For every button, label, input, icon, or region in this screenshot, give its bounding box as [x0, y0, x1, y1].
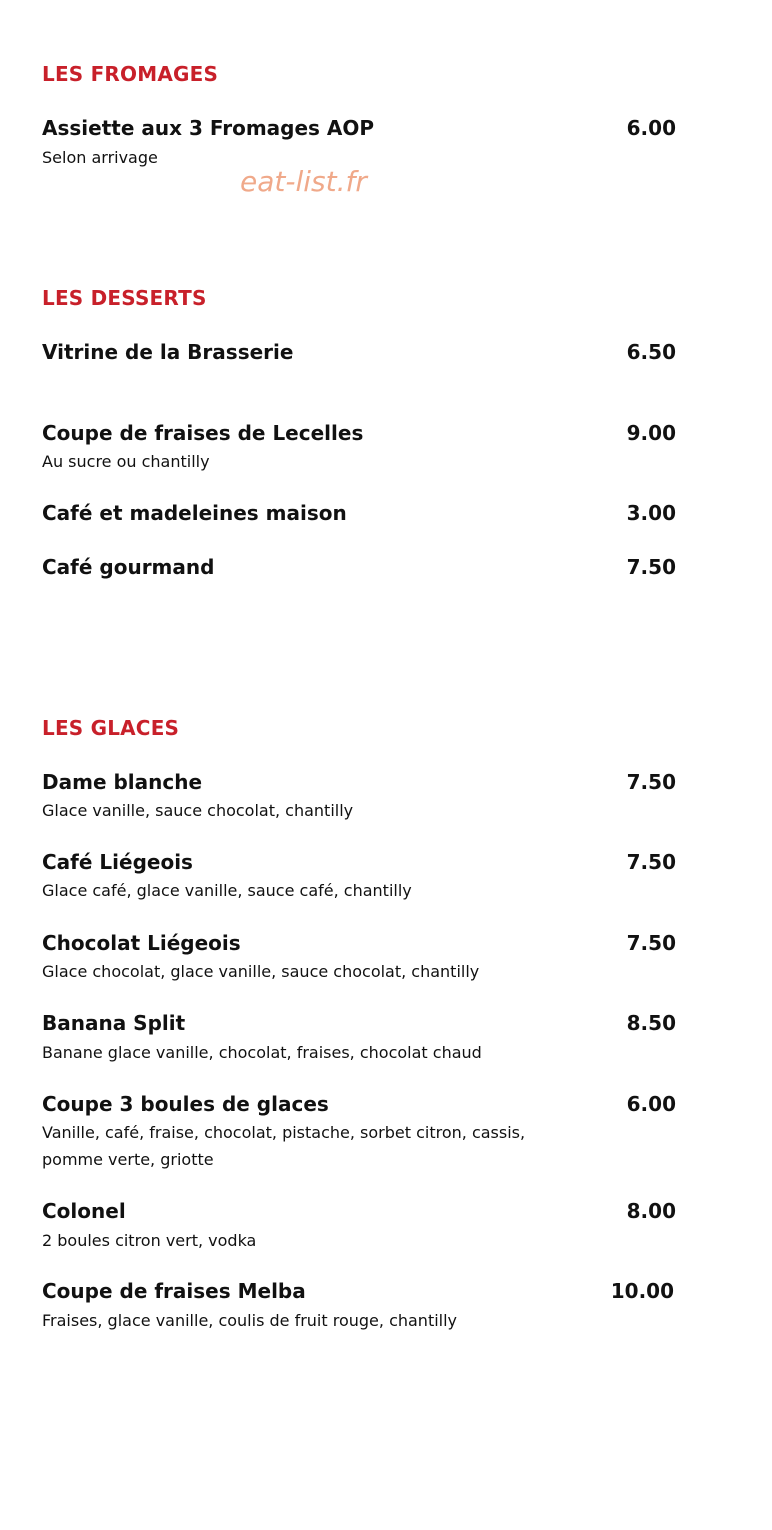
- item-name: Café et madeleines maison: [42, 501, 347, 525]
- item-price: 10.00: [610, 1279, 674, 1303]
- item-name: Coupe de fraises Melba: [42, 1279, 306, 1303]
- item-name: Banana Split: [42, 1011, 186, 1035]
- watermark-text: eat-list.fr: [240, 165, 367, 198]
- item-name: Dame blanche: [42, 770, 203, 794]
- item-price: 9.00: [626, 421, 676, 445]
- item-description-line-1: Vanille, café, fraise, chocolat, pistache, sorbet citron, cassis,: [42, 1123, 526, 1142]
- item-description: Banane glace vanille, chocolat, fraises, chocolat chaud: [42, 1043, 482, 1062]
- section-title-desserts: LES DESSERTS: [42, 286, 207, 310]
- item-price: 7.50: [626, 931, 676, 955]
- item-description: Selon arrivage: [42, 148, 158, 167]
- item-name: Coupe 3 boules de glaces: [42, 1092, 329, 1116]
- item-price: 7.50: [626, 850, 676, 874]
- item-name: Vitrine de la Brasserie: [42, 340, 294, 364]
- item-description: 2 boules citron vert, vodka: [42, 1231, 257, 1250]
- item-price: 8.00: [626, 1199, 676, 1223]
- item-description-line-2: pomme verte, griotte: [42, 1150, 214, 1169]
- item-name: Café gourmand: [42, 555, 215, 579]
- section-title-glaces: LES GLACES: [42, 716, 180, 740]
- item-price: 7.50: [626, 555, 676, 579]
- item-name: Assiette aux 3 Fromages AOP: [42, 116, 375, 140]
- item-name: Café Liégeois: [42, 850, 193, 874]
- item-name: Chocolat Liégeois: [42, 931, 241, 955]
- item-name: Colonel: [42, 1199, 126, 1223]
- item-description: Au sucre ou chantilly: [42, 452, 210, 471]
- item-description: Glace café, glace vanille, sauce café, chantilly: [42, 881, 412, 900]
- item-description: Fraises, glace vanille, coulis de fruit rouge, chantilly: [42, 1311, 458, 1330]
- item-description: Glace chocolat, glace vanille, sauce chocolat, chantilly: [42, 962, 480, 981]
- section-title-fromages: LES FROMAGES: [42, 62, 219, 86]
- item-price: 3.00: [626, 501, 676, 525]
- item-description: Glace vanille, sauce chocolat, chantilly: [42, 801, 354, 820]
- item-price: 8.50: [626, 1011, 676, 1035]
- item-price: 6.50: [626, 340, 676, 364]
- item-price: 7.50: [626, 770, 676, 794]
- item-price: 6.00: [626, 116, 676, 140]
- item-price: 6.00: [626, 1092, 676, 1116]
- item-name: Coupe de fraises de Lecelles: [42, 421, 364, 445]
